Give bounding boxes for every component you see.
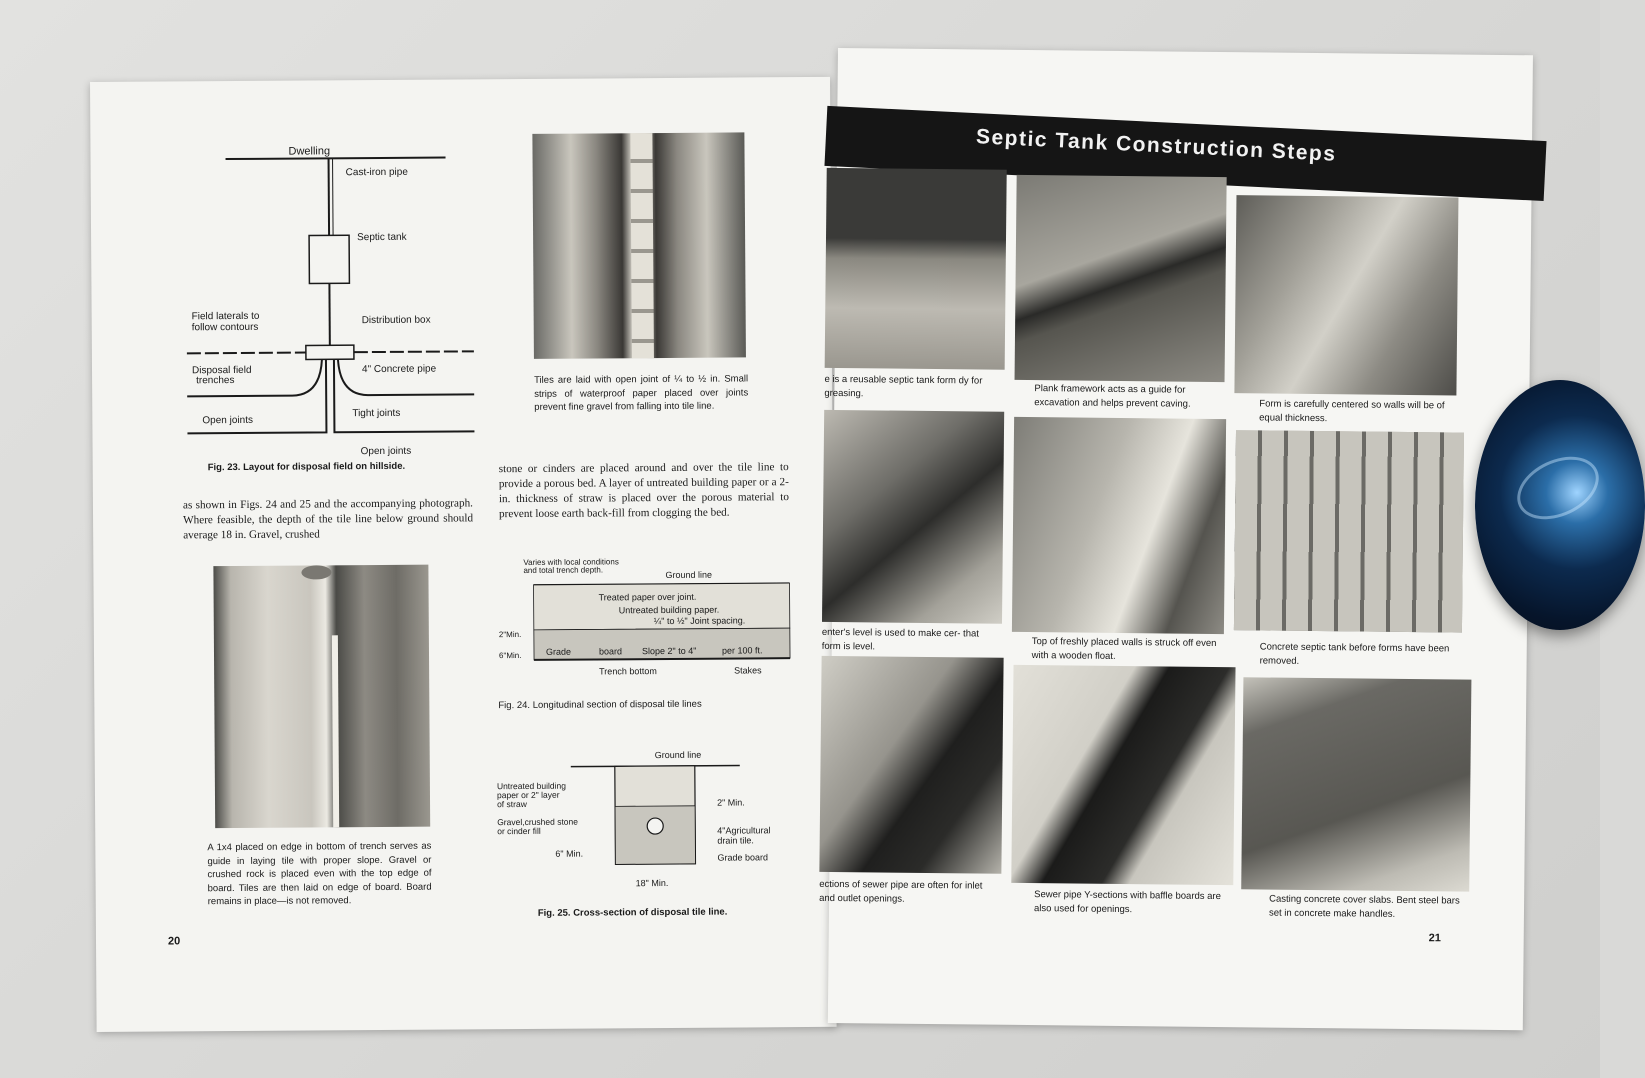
fig24-label-varies-2: and total trench depth. bbox=[523, 565, 604, 575]
fig24-diagram bbox=[493, 555, 794, 692]
fig23-label-disposal-2: trenches bbox=[196, 374, 235, 387]
fig24-label-slope: Slope 2" to 4" bbox=[641, 645, 697, 657]
fig25-diagram bbox=[495, 747, 806, 899]
fig24-label-treated: Treated paper over joint. bbox=[598, 591, 697, 603]
fig25-label-two-min: 2" Min. bbox=[717, 797, 745, 808]
fig24-label-grade: Grade bbox=[545, 646, 572, 657]
fig25-label-agri-1: 4"Agricultural bbox=[717, 825, 771, 836]
fig23-label-dist: Distribution box bbox=[361, 314, 431, 327]
fig25-caption: Fig. 25. Cross-section of disposal tile line. bbox=[537, 906, 728, 919]
booklet-page-right bbox=[819, 48, 1533, 1030]
fig25-label-untreated-3: of straw bbox=[497, 798, 527, 810]
fig24-label-stakes: Stakes bbox=[734, 665, 762, 676]
fig23-label-concrete: 4" Concrete pipe bbox=[361, 363, 437, 376]
glass-paperweight bbox=[1475, 380, 1645, 630]
step-caption-9: Casting concrete cover slabs. Bent steel bars set in concrete make handles. bbox=[1268, 893, 1460, 920]
fig25-label-gravel-1: Gravel,crushed stone bbox=[497, 816, 579, 828]
section-banner-title: Septic Tank Construction Steps bbox=[975, 125, 1338, 166]
fig25-label-untreated-2: paper or 2" layer bbox=[496, 789, 560, 801]
photo-tile-trench bbox=[532, 132, 746, 358]
photo-board-trench bbox=[213, 565, 430, 828]
fig23-label-dwelling: Dwelling bbox=[288, 145, 331, 158]
step-photo-3 bbox=[1234, 195, 1458, 395]
fig24-label-varies-1: Varies with local conditions bbox=[523, 557, 619, 567]
step-caption-4: enter's level is used to make cer- that form is level. bbox=[821, 626, 979, 652]
step-photo-8 bbox=[1011, 665, 1235, 885]
fig23-label-tight: Tight joints bbox=[352, 407, 401, 420]
fig25-label-untreated-1: Untreated building bbox=[496, 780, 566, 792]
step-photo-1 bbox=[825, 168, 1007, 370]
step-caption-2: Plank framework acts as a guide for excavation and helps prevent caving. bbox=[1034, 383, 1191, 410]
fig23-label-laterals-2: follow contours bbox=[191, 321, 259, 334]
fig23-label-laterals-1: Field laterals to bbox=[191, 310, 260, 323]
step-photo-6 bbox=[1234, 430, 1464, 632]
booklet-page-left bbox=[90, 77, 837, 1032]
fig24-caption: Fig. 24. Longitudinal section of disposal tile lines bbox=[498, 698, 702, 712]
step-photo-5 bbox=[1012, 417, 1226, 634]
fig25-label-ground: Ground line bbox=[654, 749, 702, 761]
step-caption-7: ections of sewer pipe are often for inlet and outlet openings. bbox=[819, 878, 983, 905]
fig24-label-untreated: Untreated building paper. bbox=[618, 604, 720, 616]
fig24-label-trench: Trench bottom bbox=[599, 666, 657, 677]
photo-tile-trench-caption: Tiles are laid with open joint of ¼ to ½ in. Small strips of waterproof paper placed over joints prevent fine gravel from falling into tile line. bbox=[534, 373, 749, 413]
page-number-left: 20 bbox=[167, 935, 181, 948]
fig24-label-per100: per 100 ft. bbox=[721, 645, 763, 656]
fig25-label-eighteen: 18" Min. bbox=[635, 877, 669, 889]
fig23-label-cast-iron: Cast-iron pipe bbox=[345, 166, 408, 179]
step-photo-7 bbox=[819, 656, 1003, 874]
step-caption-3: Form is carefully centered so walls will be of equal thickness. bbox=[1259, 398, 1445, 424]
fig25-label-grade-board: Grade board bbox=[717, 852, 769, 863]
fig23-label-open-1: Open joints bbox=[202, 414, 253, 427]
fig24-label-two-min: 2"Min. bbox=[498, 630, 522, 640]
step-caption-6: Concrete septic tank before forms have been removed. bbox=[1259, 641, 1450, 667]
step-photo-2 bbox=[1015, 175, 1227, 382]
photo-board-trench-caption: A 1x4 placed on edge in bottom of trench serves as guide in laying tile with proper slope. Gravel or crushed rock is placed even with the top edge of board. Tiles are then laid on edge of board. Board remains in place—is not removed. bbox=[207, 840, 432, 908]
fig25-label-agri-2: drain tile. bbox=[717, 835, 754, 846]
fig23-label-open-2: Open joints bbox=[360, 445, 412, 458]
paperweight-swirl bbox=[1507, 444, 1609, 531]
fig23-label-septic: Septic tank bbox=[357, 231, 407, 244]
fig23-label-disposal-1: Disposal field bbox=[191, 364, 252, 377]
fig25-label-six-min: 6" Min. bbox=[555, 848, 584, 859]
page-number-right: 21 bbox=[1428, 932, 1442, 945]
step-caption-5: Top of freshly placed walls is struck off even with a wooden float. bbox=[1031, 636, 1217, 662]
fig24-label-ground: Ground line bbox=[665, 569, 713, 580]
fig24-label-six-min: 6"Min. bbox=[498, 651, 522, 661]
fig23-caption: Fig. 23. Layout for disposal field on hillside. bbox=[207, 460, 406, 474]
fig24-label-board: board bbox=[598, 646, 623, 657]
fig25-label-gravel-2: or cinder fill bbox=[497, 825, 541, 837]
step-caption-8: Sewer pipe Y-sections with baffle boards are also used for openings. bbox=[1033, 889, 1221, 915]
step-photo-9 bbox=[1241, 677, 1471, 891]
fig24-label-joint: ¼" to ½" Joint spacing. bbox=[653, 615, 746, 627]
body-text-right: stone or cinders are placed around and over the tile line to provide a porous bed. A layer of untreated building paper or a 2-in. thickness of straw is placed over the porous material to prevent loose earth back-fill from clogging the bed. bbox=[498, 461, 789, 521]
fig23-diagram bbox=[180, 139, 482, 461]
step-caption-1: e is a reusable septic tank form dy for greasing. bbox=[824, 373, 983, 399]
body-text-left: as shown in Figs. 24 and 25 and the accompanying photograph. Where feasible, the depth of the tile line below ground should average 18 in. Gravel, crushed bbox=[182, 497, 474, 542]
step-photo-4 bbox=[822, 410, 1004, 624]
